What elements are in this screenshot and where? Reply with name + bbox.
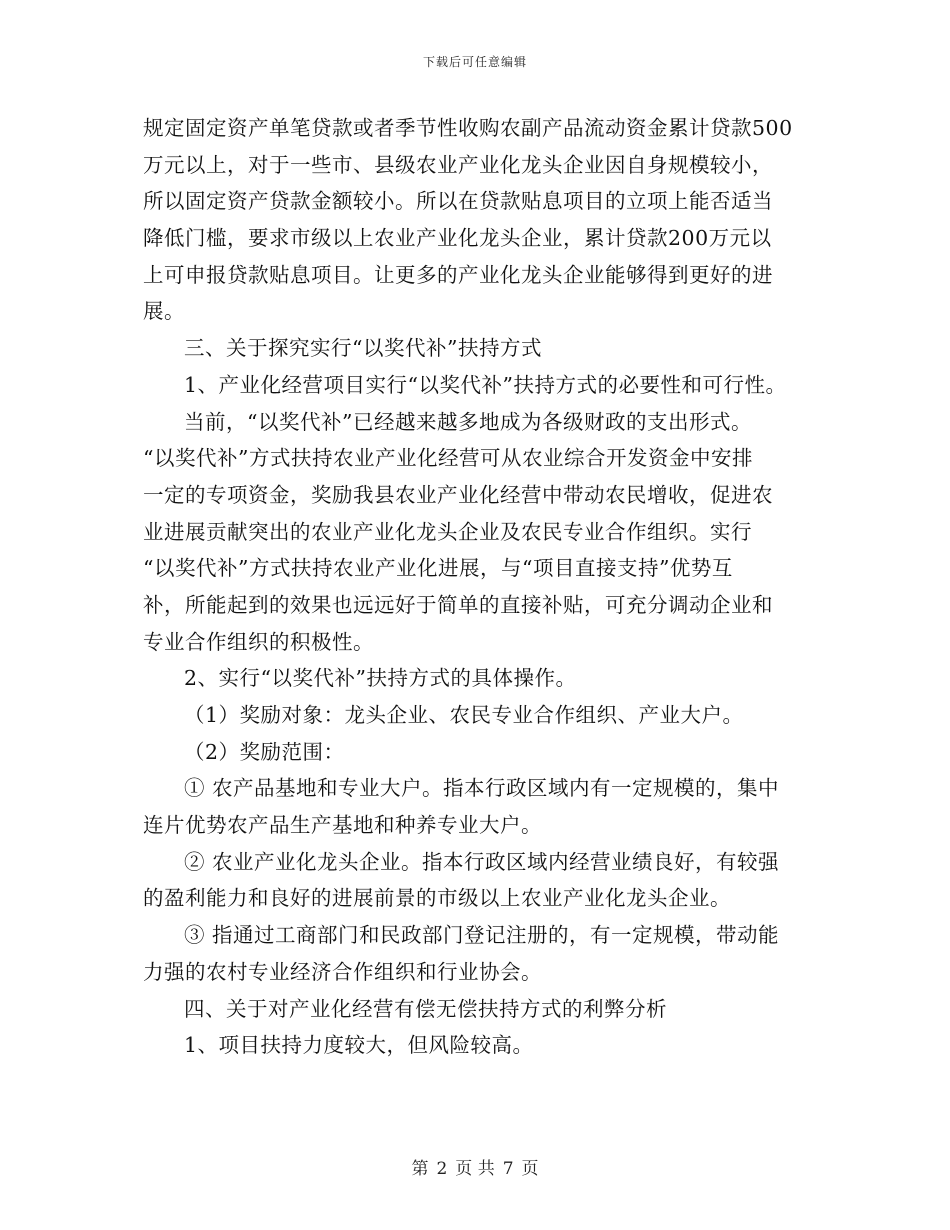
body-line: 补，所能起到的效果也远远好于简单的直接补贴，可充分调动企业和 <box>143 592 773 617</box>
list-item: ① 农产品基地和专业大户。指本行政区域内有一定规模的，集中 <box>184 776 780 801</box>
body-line: 连片优势农产品生产基地和种养专业大户。 <box>143 813 542 838</box>
page-number: 2 <box>436 1159 448 1179</box>
list-item: ② 农业产业化龙头企业。指本行政区域内经营业绩良好，有较强 <box>184 849 780 874</box>
body-line: 规定固定资产单笔贷款或者季节性收购农副产品流动资金累计贷款500 <box>143 116 793 140</box>
body-line: 业进展贡献突出的农业产业化龙头企业及农民专业合作组织。实行 <box>143 519 752 544</box>
subsection-heading: 1、产业化经营项目实行“以奖代补”扶持方式的必要性和可行性。 <box>184 372 787 397</box>
list-item: （1）奖励对象：龙头企业、农民专业合作组织、产业大户。 <box>184 703 744 727</box>
section-heading: 三、关于探究实行“以奖代补”扶持方式 <box>184 336 542 361</box>
body-line: 上可申报贷款贴息项目。让更多的产业化龙头企业能够得到更好的进 <box>143 262 773 287</box>
document-body <box>143 110 823 1064</box>
page-mid: 页 共 <box>455 1159 495 1179</box>
body-line: “以奖代补”方式扶持农业产业化经营可从农业综合开发资金中安排 <box>143 446 753 471</box>
subsection-heading: 1、项目扶持力度较大，但风险较高。 <box>184 1033 534 1058</box>
body-line: 降低门槛，要求市级以上农业产业化龙头企业，累计贷款200万元以 <box>143 226 772 251</box>
list-item: ③ 指通过工商部门和民政部门登记注册的，有一定规模，带动能 <box>184 923 780 948</box>
body-line: 力强的农村专业经济合作组织和行业协会。 <box>143 959 542 984</box>
page-header: 下载后可任意编辑 <box>422 55 527 69</box>
page-prefix: 第 <box>411 1159 429 1179</box>
body-line: 专业合作组织的积极性。 <box>143 629 374 654</box>
page-footer <box>0 1154 950 1179</box>
subsection-heading: 2、实行“以奖代补”扶持方式的具体操作。 <box>184 666 577 691</box>
page-suffix: 页 <box>521 1159 539 1179</box>
body-line: 当前，“以奖代补”已经越来越多地成为各级财政的支出形式。 <box>184 409 752 434</box>
list-item: （2）奖励范围： <box>184 739 345 764</box>
page-total: 7 <box>502 1159 514 1179</box>
body-line: “以奖代补”方式扶持农业产业化进展，与“项目直接支持”优势互 <box>143 556 733 581</box>
section-heading: 四、关于对产业化经营有偿无偿扶持方式的利弊分析 <box>184 996 667 1021</box>
body-line: 一定的专项资金，奖励我县农业产业化经营中带动农民增收，促进农 <box>143 482 773 507</box>
body-line: 展。 <box>143 299 185 324</box>
body-line: 万元以上，对于一些市、县级农业产业化龙头企业因自身规模较小， <box>143 152 773 177</box>
body-line: 的盈利能力和良好的进展前景的市级以上农业产业化龙头企业。 <box>143 886 731 911</box>
body-line: 所以固定资产贷款金额较小。所以在贷款贴息项目的立项上能否适当 <box>143 189 773 214</box>
